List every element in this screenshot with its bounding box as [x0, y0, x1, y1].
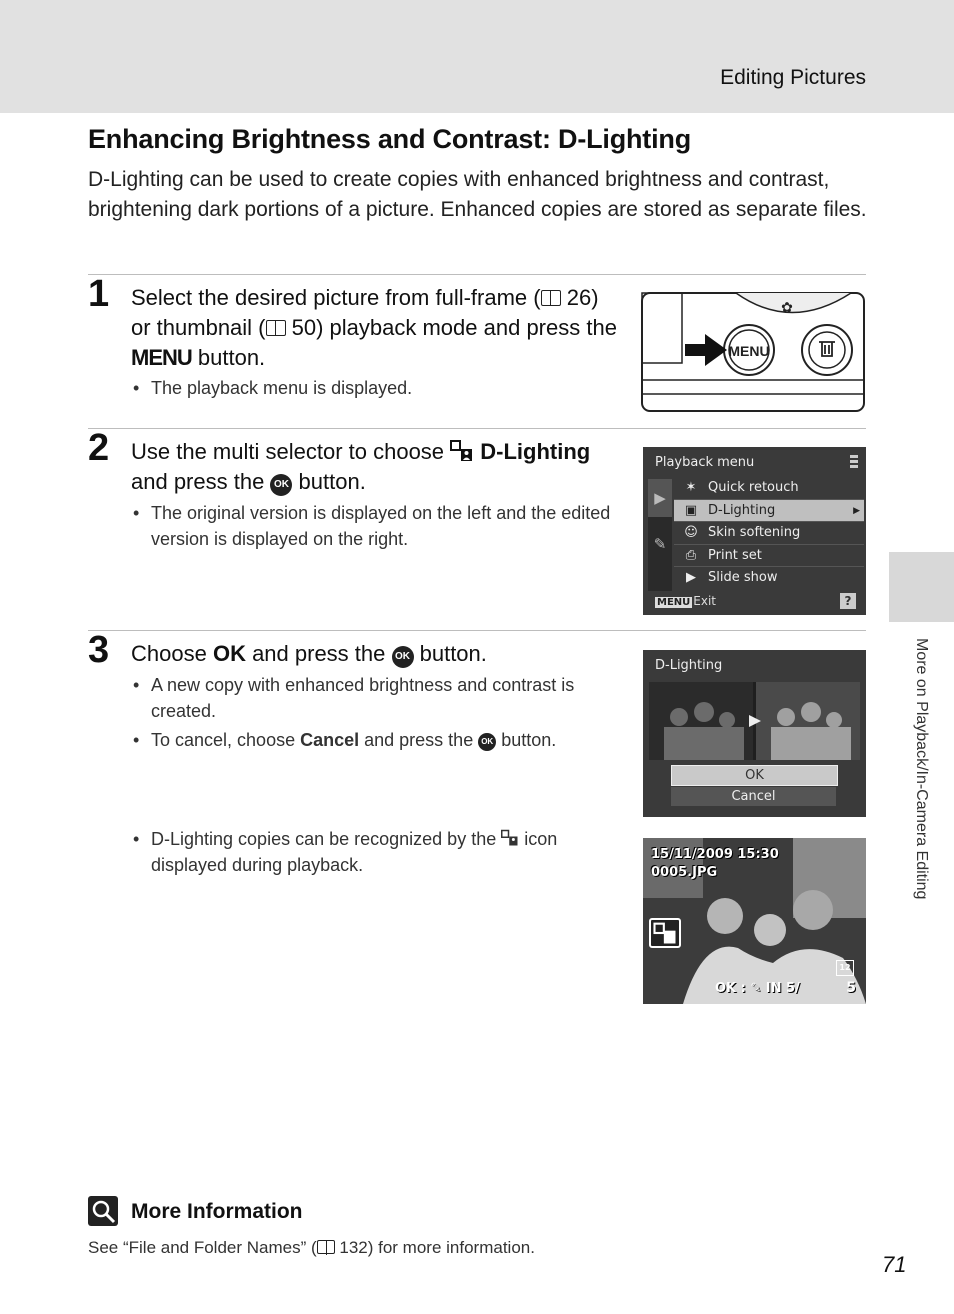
playback-menu-screen [643, 447, 866, 615]
setup-tab-icon: ✎ [653, 535, 667, 553]
divider [88, 428, 866, 429]
d-lighting-icon [450, 440, 474, 462]
print-icon: ⎙ [685, 547, 697, 563]
step-1-text: Select the desired picture from full-frame ( 26) or thumbnail ( 50) playback mode and press the MENU button. [131, 285, 617, 370]
menu-item-skin-softening[interactable]: ☺ Skin softening [674, 522, 864, 545]
submenu-arrow-icon: ▶ [853, 505, 860, 516]
reference-icon [317, 1240, 335, 1254]
camera-menu-button-illustration [641, 292, 865, 412]
menu-button-label: MENU [728, 343, 770, 359]
more-information-icon [88, 1196, 118, 1226]
step-3-bullet: • D-Lighting copies can be recognized by the icon displayed during playback. [131, 827, 601, 878]
playback-photo-screen [643, 838, 866, 1004]
side-tab-label: More on Playback/In-Camera Editing [913, 638, 930, 900]
page-header [0, 0, 954, 113]
ok-button-glyph: OK [392, 646, 414, 668]
step-number: 1 [88, 273, 109, 315]
playback-info-bar: OK : ✎ IN 5/ [715, 981, 800, 996]
section-title: Enhancing Brightness and Contrast: D-Lighting [88, 124, 691, 154]
menu-item-quick-retouch[interactable]: ✶ Quick retouch [674, 477, 864, 500]
page-number: 71 [882, 1252, 907, 1277]
ok-button-glyph: OK [478, 733, 496, 751]
menu-footer: MENU Exit [657, 594, 717, 608]
playback-tab-icon: ▶ [648, 479, 672, 517]
step-2-text: Use the multi selector to choose D-Lighting and press the OK button. [131, 439, 591, 494]
step-3-bullet: • A new copy with enhanced brightness and contrast is created. [131, 673, 621, 724]
section-intro: D-Lighting can be used to create copies with enhanced brightness and contrast, brightening dark portions of a picture. Enhanced copies are stored as separate files. [88, 168, 867, 221]
reference-icon [541, 290, 561, 306]
side-tab [889, 552, 954, 622]
scrollbar-icon [850, 455, 858, 469]
divider [88, 274, 866, 275]
quick-retouch-icon: ✶ [685, 480, 697, 495]
reference-icon [266, 320, 286, 336]
d-lighting-icon [501, 829, 519, 847]
step-3-bullet: • To cancel, choose Cancel and press the OK button. [131, 728, 621, 754]
d-lighting-screen-title: D-Lighting [655, 658, 723, 673]
menu-glyph: MENU [131, 345, 192, 370]
d-lighting-screen [643, 650, 866, 817]
step-2-bullet: • The original version is displayed on the left and the edited version is displayed on the right. [131, 501, 621, 552]
frame-count: 5 [846, 980, 856, 996]
svg-text:✿: ✿ [781, 300, 793, 316]
image-size-icon: 12 [836, 960, 854, 976]
step-3-text: Choose OK and press the OK button. [131, 641, 487, 666]
menu-item-print-set[interactable]: ⎙ Print set [674, 545, 864, 568]
photo-filename: 0005.JPG [651, 865, 718, 880]
d-lighting-icon [649, 918, 681, 948]
slide-show-icon: ▶ [686, 570, 696, 585]
divider [88, 630, 866, 631]
option-cancel[interactable]: Cancel [671, 787, 836, 806]
menu-item-slide-show[interactable]: ▶ Slide show [674, 567, 864, 589]
option-ok[interactable]: OK [671, 765, 838, 786]
photo-datetime: 15/11/2009 15:30 0005.JPG [651, 847, 779, 880]
help-icon: ? [840, 593, 856, 609]
menu-button-glyph: MENU [657, 597, 691, 608]
step-number: 2 [88, 427, 109, 469]
step-1-bullet: • The playback menu is displayed. [131, 376, 621, 402]
more-information-text: See “File and Folder Names” ( 132) for more information. [88, 1238, 535, 1257]
step-number: 3 [88, 629, 109, 671]
menu-item-d-lighting[interactable]: ▣ D-Lighting ▶ [674, 500, 864, 523]
menu-tab-column [648, 479, 672, 591]
before-after-photos [649, 682, 860, 760]
header-title: Editing Pictures [720, 66, 866, 89]
more-information-title: More Information [131, 1200, 303, 1223]
ok-button-glyph: OK [270, 474, 292, 496]
d-lighting-icon: ▣ [684, 502, 698, 518]
skin-softening-icon: ☺ [684, 525, 698, 540]
playback-menu-title: Playback menu [655, 455, 755, 470]
